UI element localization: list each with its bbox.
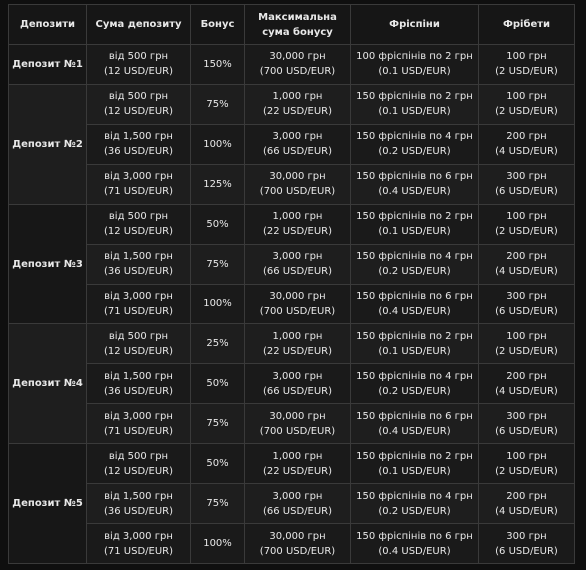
freespins-cell-value: 150 фріспінів по 2 грн [356, 91, 473, 103]
deposit-amount-cell-usd: (71 USD/EUR) [103, 425, 174, 437]
deposit-amount-cell-value: від 500 грн [108, 330, 169, 342]
deposit-amount-cell-value: від 1,500 грн [104, 370, 173, 382]
freespins-cell [351, 524, 479, 564]
freespins-cell [351, 204, 479, 244]
table-row [9, 524, 575, 564]
freespins-cell-value: 150 фріспінів по 4 грн [356, 490, 473, 502]
table-header [9, 5, 575, 45]
table-body [9, 45, 575, 564]
bonus-percent-cell: 100% [191, 124, 245, 164]
bonus-percent-cell: 50% [191, 364, 245, 404]
freebets-cell-value: 100 грн [506, 91, 547, 103]
freespins-cell-value: 150 фріспінів по 2 грн [356, 450, 473, 462]
freebets-cell [479, 124, 575, 164]
bonus-percent-cell: 25% [191, 324, 245, 364]
header-freespins: Фріспіни [351, 5, 479, 45]
freebets-cell-usd: (4 USD/EUR) [495, 505, 558, 517]
max-bonus-cell-value: 3,000 грн [272, 490, 323, 502]
bonus-percent-cell: 50% [191, 204, 245, 244]
freebets-cell-usd: (4 USD/EUR) [495, 146, 558, 158]
deposit-amount-cell-value: від 3,000 грн [104, 290, 173, 302]
deposit-amount-cell [87, 244, 191, 284]
max-bonus-cell-value: 3,000 грн [272, 131, 323, 143]
bonus-percent-cell: 75% [191, 484, 245, 524]
freebets-cell [479, 284, 575, 324]
freebets-cell-value: 100 грн [506, 51, 547, 63]
deposit-amount-cell [87, 45, 191, 85]
deposit-amount-cell-value: від 500 грн [108, 211, 169, 223]
deposit-amount-cell [87, 404, 191, 444]
freebets-cell [479, 404, 575, 444]
table-row [9, 404, 575, 444]
freespins-cell-usd: (0.4 USD/EUR) [378, 186, 451, 198]
deposit-amount-cell-usd: (36 USD/EUR) [103, 385, 174, 397]
bonus-percent-cell: 150% [191, 45, 245, 85]
freespins-cell-value: 150 фріспінів по 6 грн [356, 530, 473, 542]
max-bonus-cell-usd: (66 USD/EUR) [262, 266, 333, 278]
deposit-amount-cell-value: від 500 грн [108, 51, 169, 63]
freebets-cell [479, 364, 575, 404]
freespins-cell [351, 164, 479, 204]
deposit-amount-cell-usd: (12 USD/EUR) [103, 226, 174, 238]
bonus-percent-cell: 75% [191, 244, 245, 284]
freespins-cell-value: 150 фріспінів по 4 грн [356, 131, 473, 143]
deposit-amount-cell-usd: (12 USD/EUR) [103, 106, 174, 118]
freespins-cell [351, 484, 479, 524]
freespins-cell-usd: (0.2 USD/EUR) [378, 146, 451, 158]
freespins-cell-usd: (0.1 USD/EUR) [378, 345, 451, 357]
max-bonus-cell-usd: (22 USD/EUR) [262, 345, 333, 357]
max-bonus-cell [245, 164, 351, 204]
max-bonus-cell [245, 484, 351, 524]
deposit-amount-cell [87, 204, 191, 244]
freebets-cell-value: 300 грн [506, 290, 547, 302]
freebets-cell [479, 84, 575, 124]
table-row [9, 324, 575, 364]
freespins-cell-usd: (0.2 USD/EUR) [378, 266, 451, 278]
max-bonus-cell [245, 244, 351, 284]
deposit-amount-cell-value: від 3,000 грн [104, 410, 173, 422]
max-bonus-cell [245, 364, 351, 404]
max-bonus-cell-usd: (66 USD/EUR) [262, 385, 333, 397]
max-bonus-cell-usd: (22 USD/EUR) [262, 465, 333, 477]
freespins-cell [351, 364, 479, 404]
table-row [9, 164, 575, 204]
bonus-percent-cell: 75% [191, 84, 245, 124]
freespins-cell-usd: (0.1 USD/EUR) [378, 66, 451, 78]
deposit-name-cell: Депозит №1 [9, 45, 87, 85]
freespins-cell [351, 324, 479, 364]
freebets-cell-value: 300 грн [506, 171, 547, 183]
table-row [9, 484, 575, 524]
freebets-cell-value: 200 грн [506, 490, 547, 502]
max-bonus-cell-value: 1,000 грн [272, 91, 323, 103]
deposit-name-cell: Депозит №2 [9, 84, 87, 204]
freespins-cell [351, 444, 479, 484]
freespins-cell-value: 150 фріспінів по 4 грн [356, 251, 473, 263]
max-bonus-cell [245, 84, 351, 124]
max-bonus-cell-value: 1,000 грн [272, 450, 323, 462]
deposit-amount-cell [87, 524, 191, 564]
deposit-amount-cell-usd: (71 USD/EUR) [103, 186, 174, 198]
header-max-bonus-line2: сума бонусу [262, 26, 333, 38]
freebets-cell-value: 300 грн [506, 410, 547, 422]
bonus-percent-cell: 50% [191, 444, 245, 484]
max-bonus-cell-usd: (700 USD/EUR) [259, 545, 336, 557]
freebets-cell-usd: (2 USD/EUR) [495, 465, 558, 477]
deposit-name-cell: Депозит №5 [9, 444, 87, 564]
freespins-cell-value: 100 фріспінів по 2 грн [356, 51, 473, 63]
freespins-cell-value: 150 фріспінів по 4 грн [356, 370, 473, 382]
freebets-cell-value: 200 грн [506, 131, 547, 143]
deposit-amount-cell-usd: (36 USD/EUR) [103, 505, 174, 517]
freebets-cell-usd: (6 USD/EUR) [495, 186, 558, 198]
freebets-cell-usd: (6 USD/EUR) [495, 305, 558, 317]
deposit-amount-cell-usd: (71 USD/EUR) [103, 545, 174, 557]
deposit-amount-cell-usd: (12 USD/EUR) [103, 465, 174, 477]
freebets-cell [479, 484, 575, 524]
freespins-cell [351, 244, 479, 284]
deposit-amount-cell [87, 164, 191, 204]
freebets-cell-value: 100 грн [506, 211, 547, 223]
freespins-cell-usd: (0.4 USD/EUR) [378, 305, 451, 317]
freespins-cell-usd: (0.1 USD/EUR) [378, 106, 451, 118]
table-row [9, 45, 575, 85]
freebets-cell-usd: (4 USD/EUR) [495, 385, 558, 397]
freebets-cell-value: 100 грн [506, 450, 547, 462]
freespins-cell-value: 150 фріспінів по 6 грн [356, 171, 473, 183]
deposit-amount-cell-usd: (71 USD/EUR) [103, 305, 174, 317]
freebets-cell-usd: (6 USD/EUR) [495, 545, 558, 557]
deposit-amount-cell-value: від 1,500 грн [104, 131, 173, 143]
max-bonus-cell-value: 30,000 грн [269, 530, 326, 542]
max-bonus-cell-value: 1,000 грн [272, 211, 323, 223]
max-bonus-cell [245, 124, 351, 164]
deposit-bonus-table [8, 4, 575, 564]
freespins-cell-value: 150 фріспінів по 6 грн [356, 410, 473, 422]
max-bonus-cell-value: 3,000 грн [272, 251, 323, 263]
deposit-amount-cell [87, 484, 191, 524]
max-bonus-cell [245, 404, 351, 444]
deposit-amount-cell-value: від 1,500 грн [104, 251, 173, 263]
bonus-percent-cell: 100% [191, 284, 245, 324]
max-bonus-cell-value: 1,000 грн [272, 330, 323, 342]
deposit-amount-cell-usd: (12 USD/EUR) [103, 345, 174, 357]
freebets-cell-usd: (4 USD/EUR) [495, 266, 558, 278]
deposit-amount-cell-value: від 1,500 грн [104, 490, 173, 502]
freebets-cell [479, 444, 575, 484]
max-bonus-cell-usd: (66 USD/EUR) [262, 146, 333, 158]
freespins-cell-usd: (0.4 USD/EUR) [378, 545, 451, 557]
freebets-cell [479, 524, 575, 564]
max-bonus-cell-value: 3,000 грн [272, 370, 323, 382]
freebets-cell-value: 200 грн [506, 251, 547, 263]
header-deposit: Депозити [9, 5, 87, 45]
freebets-cell-usd: (6 USD/EUR) [495, 425, 558, 437]
max-bonus-cell-usd: (700 USD/EUR) [259, 66, 336, 78]
freebets-cell [479, 324, 575, 364]
deposit-amount-cell [87, 364, 191, 404]
header-row [9, 5, 575, 45]
freespins-cell-usd: (0.2 USD/EUR) [378, 505, 451, 517]
bonus-percent-cell: 125% [191, 164, 245, 204]
header-freebets: Фрібети [479, 5, 575, 45]
max-bonus-cell [245, 324, 351, 364]
freespins-cell [351, 84, 479, 124]
table-row [9, 284, 575, 324]
freebets-cell-usd: (2 USD/EUR) [495, 106, 558, 118]
max-bonus-cell-value: 30,000 грн [269, 410, 326, 422]
max-bonus-cell-usd: (700 USD/EUR) [259, 186, 336, 198]
deposit-amount-cell-usd: (36 USD/EUR) [103, 266, 174, 278]
deposit-amount-cell [87, 444, 191, 484]
max-bonus-cell-value: 30,000 грн [269, 290, 326, 302]
freebets-cell [479, 45, 575, 85]
header-amount: Сума депозиту [87, 5, 191, 45]
max-bonus-cell [245, 204, 351, 244]
freespins-cell-value: 150 фріспінів по 6 грн [356, 290, 473, 302]
freebets-cell [479, 164, 575, 204]
freebets-cell [479, 204, 575, 244]
freespins-cell [351, 45, 479, 85]
table-row [9, 204, 575, 244]
max-bonus-cell-value: 30,000 грн [269, 51, 326, 63]
freespins-cell [351, 404, 479, 444]
max-bonus-cell-usd: (700 USD/EUR) [259, 305, 336, 317]
max-bonus-cell [245, 284, 351, 324]
deposit-amount-cell [87, 284, 191, 324]
deposit-amount-cell-value: від 3,000 грн [104, 171, 173, 183]
header-bonus: Бонус [191, 5, 245, 45]
max-bonus-cell [245, 444, 351, 484]
table-row [9, 364, 575, 404]
deposit-amount-cell-usd: (12 USD/EUR) [103, 66, 174, 78]
bonus-table-container [8, 4, 574, 564]
freespins-cell [351, 124, 479, 164]
max-bonus-cell-usd: (22 USD/EUR) [262, 106, 333, 118]
deposit-amount-cell-value: від 500 грн [108, 450, 169, 462]
table-row [9, 84, 575, 124]
max-bonus-cell [245, 524, 351, 564]
deposit-amount-cell [87, 124, 191, 164]
max-bonus-cell [245, 45, 351, 85]
deposit-name-cell: Депозит №3 [9, 204, 87, 324]
freebets-cell-value: 100 грн [506, 330, 547, 342]
freebets-cell [479, 244, 575, 284]
bonus-percent-cell: 100% [191, 524, 245, 564]
freebets-cell-usd: (2 USD/EUR) [495, 66, 558, 78]
deposit-amount-cell-value: від 3,000 грн [104, 530, 173, 542]
freebets-cell-usd: (2 USD/EUR) [495, 345, 558, 357]
freespins-cell-value: 150 фріспінів по 2 грн [356, 330, 473, 342]
table-row [9, 124, 575, 164]
freebets-cell-usd: (2 USD/EUR) [495, 226, 558, 238]
header-max-bonus [245, 5, 351, 45]
max-bonus-cell-usd: (22 USD/EUR) [262, 226, 333, 238]
freespins-cell-usd: (0.2 USD/EUR) [378, 385, 451, 397]
freespins-cell-usd: (0.1 USD/EUR) [378, 465, 451, 477]
freespins-cell [351, 284, 479, 324]
table-row [9, 244, 575, 284]
max-bonus-cell-usd: (700 USD/EUR) [259, 425, 336, 437]
freebets-cell-value: 200 грн [506, 370, 547, 382]
freebets-cell-value: 300 грн [506, 530, 547, 542]
bonus-percent-cell: 75% [191, 404, 245, 444]
header-max-bonus-line1: Максимальна [258, 11, 337, 23]
freespins-cell-usd: (0.4 USD/EUR) [378, 425, 451, 437]
deposit-amount-cell [87, 324, 191, 364]
deposit-amount-cell-value: від 500 грн [108, 91, 169, 103]
deposit-name-cell: Депозит №4 [9, 324, 87, 444]
freespins-cell-value: 150 фріспінів по 2 грн [356, 211, 473, 223]
max-bonus-cell-value: 30,000 грн [269, 171, 326, 183]
deposit-amount-cell [87, 84, 191, 124]
deposit-amount-cell-usd: (36 USD/EUR) [103, 146, 174, 158]
freespins-cell-usd: (0.1 USD/EUR) [378, 226, 451, 238]
table-row [9, 444, 575, 484]
max-bonus-cell-usd: (66 USD/EUR) [262, 505, 333, 517]
